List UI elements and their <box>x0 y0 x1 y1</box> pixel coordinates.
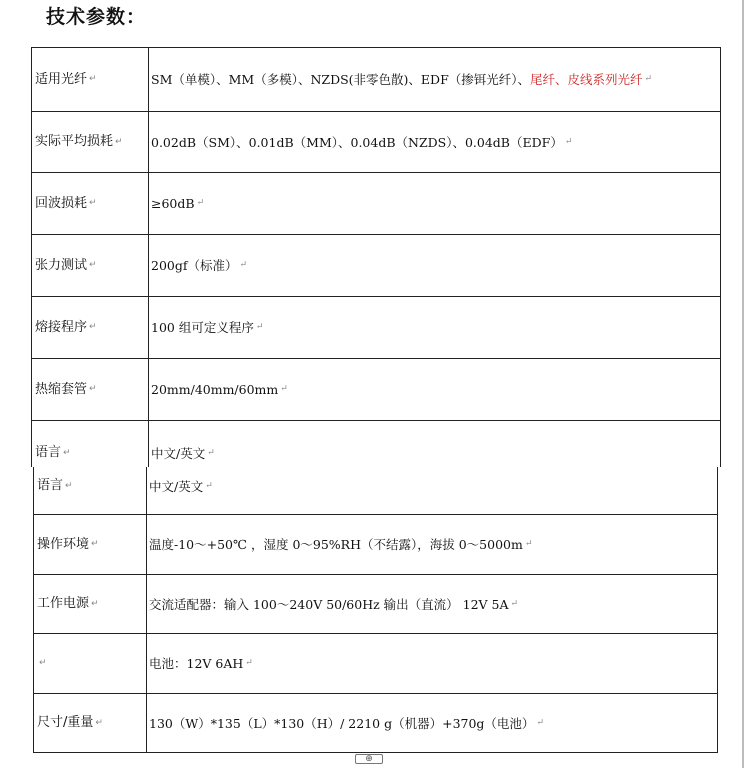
row-value: 交流适配器：输入 100～240V 50/60Hz 输出（直流） 12V 5A <box>149 596 509 612</box>
table-row: 操作环境 ↵ 温度-10～+50℃ ，湿度 0～95%RH（不结露），海拔 0～5000m ↵ <box>37 536 533 552</box>
row-label: 工作电源 <box>37 596 90 612</box>
row-value: 中文/英文 <box>151 445 206 461</box>
row-label: 语言 <box>37 478 64 494</box>
table-row: 熔接程序 ↵ 100 组可定义程序 ↵ <box>35 319 264 335</box>
row-label: 熔接程序 <box>35 319 88 335</box>
table-row: 尺寸/重量 ↵ 130（W）*135（L）*130（H）/ 2210 g（机器）+370g（电池） ↵ <box>37 715 544 731</box>
row-label: 操作环境 <box>37 536 90 552</box>
row-label: 回波损耗 <box>35 195 88 211</box>
row-value: 200gf（标准） <box>151 258 238 273</box>
table-row: 回波损耗 ↵ ≥60dB ↵ <box>35 195 205 211</box>
row-value: 20mm/40mm/60mm <box>151 382 279 397</box>
page-title: 技术参数： <box>46 6 147 28</box>
row-label: 适用光纤 <box>35 71 88 87</box>
row-value: SM（单模）、MM（多模）、NZDS(非零色散)、EDF（掺铒光纤）、 <box>151 72 530 87</box>
row-value: 130（W）*135（L）*130（H）/ 2210 g（机器）+370g（电池） <box>149 715 535 731</box>
table-row: 张力测试 ↵ 200gf（标准） ↵ <box>35 257 248 273</box>
table-rule <box>33 752 718 753</box>
table-rule <box>31 420 721 421</box>
row-value: ≥60dB <box>151 196 195 211</box>
row-label: 热缩套管 <box>35 381 88 397</box>
table-row: ↵ 电池：12V 6AH ↵ <box>39 656 253 671</box>
row-value-highlight: 尾纤、皮线系列光纤 <box>530 72 643 87</box>
table-row: 语言 ↵ 中文/英文 ↵ <box>37 478 213 494</box>
row-value: 100 组可定义程序 <box>151 320 254 335</box>
table-row: 适用光纤 ↵ SM（单模）、MM（多模）、NZDS(非零色散)、EDF（掺铒光纤）、 尾纤、皮线系列光纤 ↵ <box>35 71 653 87</box>
table-row: 实际平均损耗 ↵ 0.02dB（SM）、0.01dB（MM）、0.04dB（NZDS）、0.04dB（EDF） ↵ <box>35 134 573 150</box>
table-row: 热缩套管 ↵ 20mm/40mm/60mm ↵ <box>35 381 288 397</box>
row-label: 实际平均损耗 <box>35 134 114 150</box>
row-label: 语言 <box>35 445 62 461</box>
table-row: 工作电源 ↵ 交流适配器：输入 100～240V 50/60Hz 输出（直流） 12V 5A ↵ <box>37 596 519 612</box>
row-value: 电池：12V 6AH <box>149 656 244 671</box>
row-value: 温度-10～+50℃ ，湿度 0～95%RH（不结露），海拔 0～5000m <box>149 537 523 552</box>
table-row: 语言 ↵ 中文/英文 ↵ <box>35 445 215 461</box>
row-label: 张力测试 <box>35 257 88 273</box>
row-label: 尺寸/重量 <box>37 715 94 731</box>
row-value: 中文/英文 <box>149 478 204 494</box>
row-value: 0.02dB（SM）、0.01dB（MM）、0.04dB（NZDS）、0.04dB（EDF） <box>151 134 563 150</box>
table-move-handle-icon[interactable]: ⊕ <box>355 754 383 764</box>
